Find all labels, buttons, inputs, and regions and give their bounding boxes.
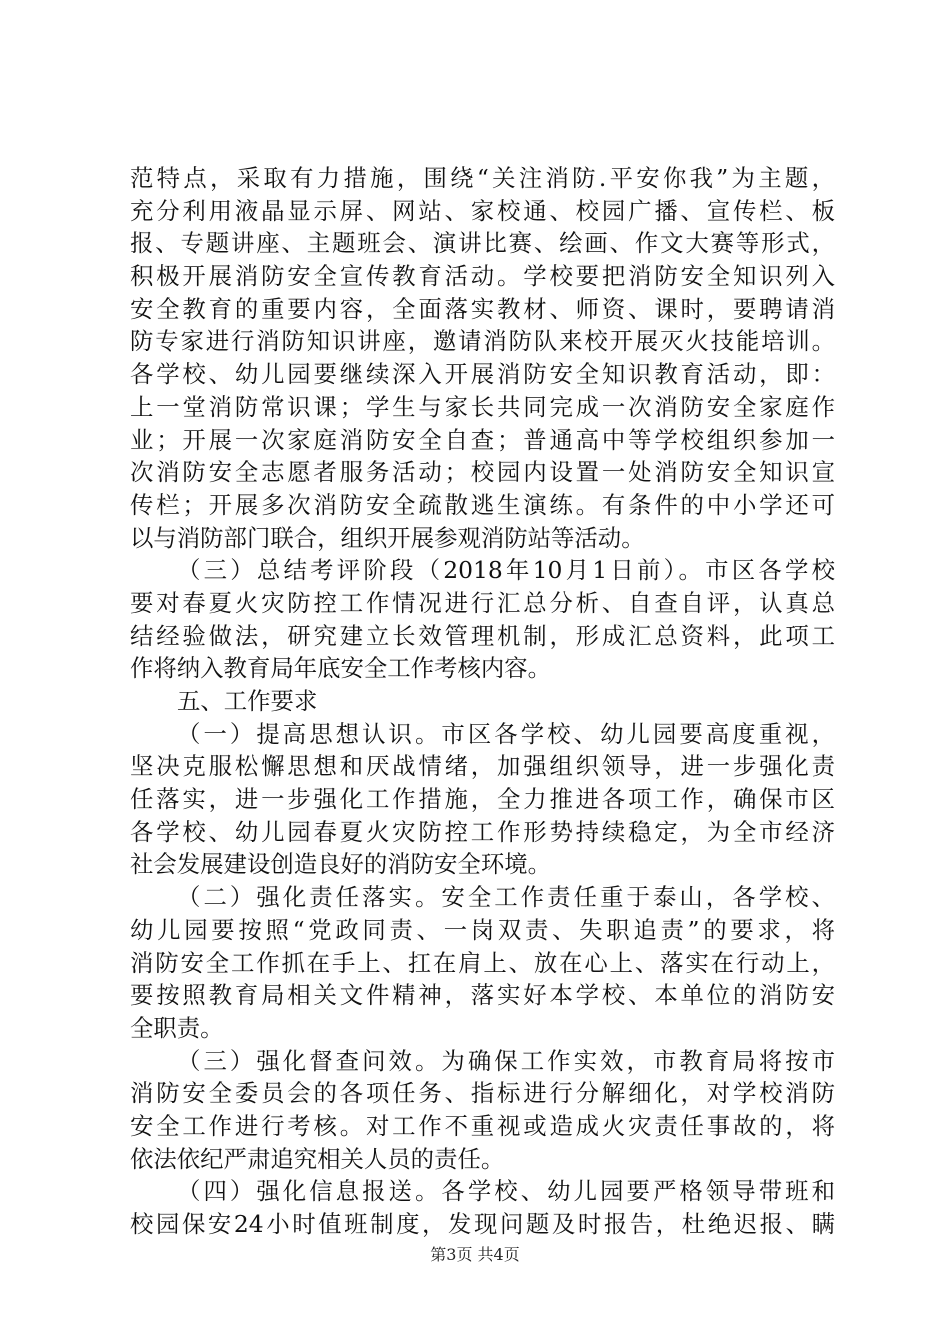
paragraph-start: （三）强化督查问效。为确保工作实效，市教育局将按市	[177, 1046, 835, 1075]
page-footer: 第3页 共4页	[430, 1245, 520, 1264]
text-line: 积极开展消防安全宣传教育活动。学校要把消防安全知识列入	[130, 262, 835, 291]
text-line: 上一堂消防常识课；学生与家长共同完成一次消防安全家庭作	[130, 392, 835, 421]
text-line: 传栏；开展多次消防安全疏散逃生演练。有条件的中小学还可	[130, 490, 835, 519]
text-line: 充分利用液晶显示屏、网站、家校通、校园广播、宣传栏、板	[130, 196, 835, 225]
paragraph-start: （四）强化信息报送。各学校、幼儿园要严格领导带班和	[177, 1177, 835, 1206]
text-line: 坚决克服松懈思想和厌战情绪，加强组织领导，进一步强化责	[130, 752, 835, 781]
text-line: 消防安全委员会的各项任务、指标进行分解细化，对学校消防	[130, 1079, 835, 1108]
text-line: 全职责。	[130, 1013, 224, 1042]
text-line: 要对春夏火灾防控工作情况进行汇总分析、自查自评，认真总	[130, 588, 835, 617]
text-line: 安全教育的重要内容，全面落实教材、师资、课时，要聘请消	[130, 294, 835, 323]
paragraph-start: （二）强化责任落实。安全工作责任重于泰山，各学校、	[177, 883, 835, 912]
text-line: 校园保安24小时值班制度，发现问题及时报告，杜绝迟报、瞒	[130, 1210, 835, 1238]
text-line: 各学校、幼儿园春夏火灾防控工作形势持续稳定，为全市经济	[130, 817, 835, 846]
paragraph-start: （三）总结考评阶段（2018年10月1日前）。市区各学校	[177, 556, 835, 585]
text-line: 作将纳入教育局年底安全工作考核内容。	[130, 654, 552, 683]
text-line: 报、专题讲座、主题班会、演讲比赛、绘画、作文大赛等形式，	[130, 229, 835, 258]
text-line: 社会发展建设创造良好的消防安全环境。	[130, 850, 552, 879]
text-line: 安全工作进行考核。对工作不重视或造成火灾责任事故的，将	[130, 1111, 835, 1140]
text-line: 防专家进行消防知识讲座，邀请消防队来校开展灭火技能培训。	[130, 327, 835, 356]
text-line: 依法依纪严肃追究相关人员的责任。	[130, 1144, 505, 1173]
text-line: 以与消防部门联合，组织开展参观消防站等活动。	[130, 523, 645, 552]
section-heading: 五、工作要求	[177, 687, 318, 715]
text-line: 次消防安全志愿者服务活动；校园内设置一处消防安全知识宣	[130, 458, 835, 487]
text-line: 任落实，进一步强化工作措施，全力推进各项工作，确保市区	[130, 785, 835, 814]
text-line: 各学校、幼儿园要继续深入开展消防安全知识教育活动，即：	[130, 360, 835, 389]
paragraph-start: （一）提高思想认识。市区各学校、幼儿园要高度重视，	[177, 719, 835, 748]
text-line: 要按照教育局相关文件精神，落实好本学校、本单位的消防安	[130, 981, 835, 1010]
text-line: 范特点，采取有力措施，围绕“关注消防.平安你我”为主题，	[130, 164, 835, 192]
text-line: 结经验做法，研究建立长效管理机制，形成汇总资料，此项工	[130, 621, 835, 650]
text-line: 业；开展一次家庭消防安全自查；普通高中等学校组织参加一	[130, 425, 835, 454]
text-line: 幼儿园要按照“党政同责、一岗双责、失职追责”的要求，将	[130, 915, 835, 944]
document-body	[130, 162, 835, 1241]
text-line: 消防安全工作抓在手上、扛在肩上、放在心上、落实在行动上，	[130, 948, 835, 977]
